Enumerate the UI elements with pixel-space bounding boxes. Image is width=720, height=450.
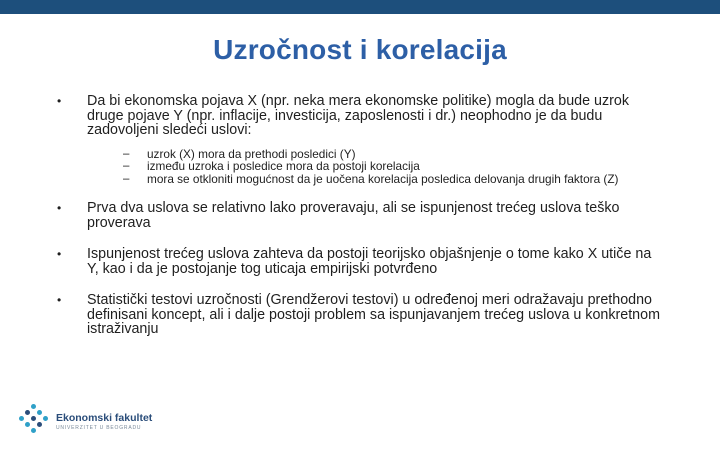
logo-name: Ekonomski fakultet	[56, 412, 153, 424]
sub-item-text: uzrok (X) mora da prethodi posledici (Y)	[147, 146, 356, 161]
logo-subtitle: UNIVERZITET U BEOGRADU	[56, 425, 142, 431]
faculty-logo	[18, 404, 218, 440]
sub-item	[123, 160, 665, 173]
bullet-text: Statistički testovi uzročnosti (Grendžerovi testovi) u određenoj meri odražavaju prethodno definisani koncept, ali i dalje postoji problem sa ispunjavanjem trećeg uslova u konkretnom istraživanju	[87, 292, 660, 337]
bullet-item	[55, 94, 665, 185]
top-accent-bar	[0, 0, 720, 14]
sub-item-text: mora se otkloniti mogućnost da je uočena korelacija posledica delovanja drugih faktora (Z)	[147, 171, 619, 186]
slide-content	[55, 94, 665, 337]
slide-title: Uzročnost i korelacija	[213, 34, 507, 65]
bullet-marker: •	[57, 293, 62, 307]
bullet-text: Ispunjenost trećeg uslova zahteva da postoji teorijsko objašnjenje o tome kako X utiče na Y, kao i da je postojanje tog uticaja empirijski potvrđeno	[87, 246, 652, 277]
bullet-marker: •	[57, 94, 62, 108]
bullet-text: Prva dva uslova se relativno lako proveravaju, ali se ispunjenost trećeg uslova teško proverava	[87, 200, 620, 231]
bullet-text: Da bi ekonomska pojava X (npr. neka mera ekonomske politike) mogla da bude uzrok druge pojave Y (npr. inflacije, investicija, zaposlenosti i dr.) neophodno je da budu zadovoljeni sledeći uslovi:	[87, 93, 629, 138]
dash-marker: –	[123, 172, 130, 185]
sub-item	[123, 173, 665, 186]
bullet-item	[55, 201, 665, 230]
dash-marker: –	[123, 160, 130, 172]
dash-marker: –	[123, 147, 130, 160]
bullet-item	[55, 247, 665, 276]
sub-item-text: između uzroka i posledice mora da postoji korelacija	[147, 159, 420, 173]
bullet-item	[55, 293, 665, 337]
sub-list	[123, 148, 665, 186]
logo-dots-icon	[18, 404, 50, 436]
bullet-marker: •	[57, 201, 62, 215]
bullet-marker: •	[57, 247, 62, 261]
